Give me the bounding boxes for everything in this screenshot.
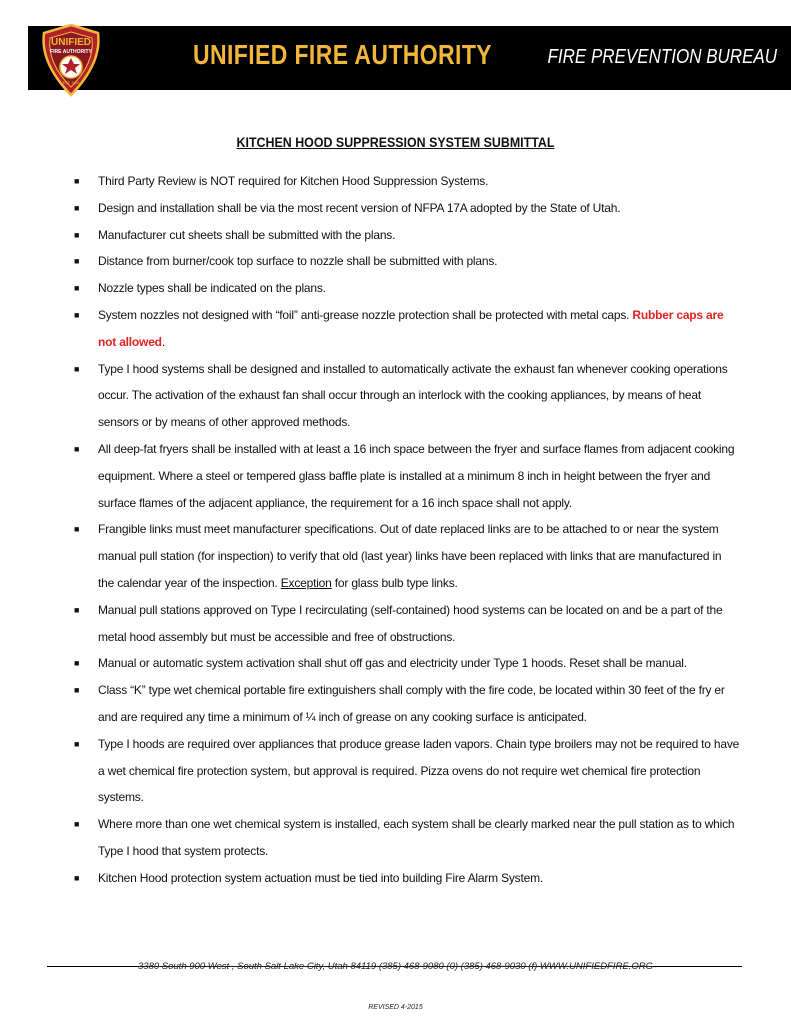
- list-item-text: Third Party Review is NOT required for Kitchen Hood Suppression Systems.: [98, 174, 489, 188]
- bullet-icon: ■: [74, 202, 80, 213]
- list-item-text: Type I hoods are required over appliances that produce grease laden vapors. Chain type broilers may not be required to have a wet chemical fire protection system, but approval is required. Pizza ovens do not require wet chemical fire protection systems.: [98, 736, 740, 805]
- fire-authority-badge-icon: [36, 23, 106, 97]
- list-item-tail: for glass bulb type links.: [331, 575, 458, 590]
- list-item: [72, 248, 740, 275]
- list-item-tail: .: [161, 334, 165, 349]
- list-item: [72, 811, 740, 865]
- bullet-icon: ■: [74, 363, 80, 374]
- list-item-text: Manual pull stations approved on Type I recirculating (self-contained) hood systems can be located on and be a part of the metal hood assembly but must be accessible and free of obstructions.: [98, 602, 723, 644]
- list-item: [72, 436, 740, 516]
- logo-text-bottom: EST. 2004: [62, 81, 80, 85]
- organization-name: UNIFIED FIRE AUTHORITY: [193, 39, 492, 70]
- list-item-text: Kitchen Hood protection system actuation must be tied into building Fire Alarm System.: [98, 870, 544, 885]
- page-header: [28, 26, 791, 90]
- bullet-icon: ■: [74, 283, 80, 294]
- list-item: [72, 677, 740, 731]
- list-item: [72, 168, 740, 195]
- bullet-icon: ■: [74, 443, 80, 454]
- bullet-icon: ■: [74, 738, 80, 749]
- logo-text-top: UNIFIED: [51, 37, 91, 48]
- emphasis-text: Rubber caps are not allowed: [98, 307, 724, 349]
- list-item: [72, 302, 740, 356]
- list-item-text: Class “K” type wet chemical portable fire extinguishers shall comply with the fire code, be located within 30 feet of the fry er and are required any time a minimum of ¼ inch of grease on any cooking surface is anticipated.: [98, 683, 725, 724]
- requirements-list: [72, 168, 740, 892]
- revision-date: REVISED 4-2015: [368, 1004, 423, 1011]
- bullet-icon: ■: [74, 819, 80, 830]
- bullet-icon: ■: [74, 176, 80, 186]
- bullet-icon: ■: [74, 658, 80, 669]
- logo-text-sub: FIRE AUTHORITY: [50, 49, 92, 55]
- list-item-text: Distance from burner/cook top surface to nozzle shall be submitted with plans.: [98, 254, 498, 269]
- bullet-icon: ■: [74, 229, 80, 240]
- list-item-text: Manual or automatic system activation shall shut off gas and electricity under Type 1 hoods. Reset shall be manual.: [98, 656, 687, 671]
- list-item-text: System nozzles not designed with “foil” anti-grease nozzle protection shall be protected with metal caps.: [98, 307, 633, 322]
- bullet-icon: ■: [74, 685, 80, 696]
- list-item-text: Type I hood systems shall be designed and installed to automatically activate the exhaust fan whenever cooking operations occur. The activation of the exhaust fan shall occur through an interlock with the cooking appliances, by means of heat sensors or by means of other approved methods.: [98, 361, 728, 430]
- list-item-text: Where more than one wet chemical system is installed, each system shall be clearly marked near the pull station as to which Type I hood that system protects.: [98, 817, 735, 858]
- bullet-icon: ■: [74, 604, 80, 615]
- list-item: [72, 275, 740, 302]
- list-item: [72, 222, 740, 249]
- bullet-icon: ■: [74, 872, 80, 883]
- list-item: [72, 650, 740, 677]
- list-item-text: Frangible links must meet manufacturer specifications. Out of date replaced links are to be attached to or near the system manual pull station (for inspection) to verify that old (last year) links have been replaced with links that are manufactured in the calendar year of the inspection.: [98, 522, 722, 590]
- list-item: [72, 356, 740, 436]
- list-item-text: Manufacturer cut sheets shall be submitted with the plans.: [98, 227, 396, 242]
- footer-address: 3380 South 900 West , South Salt Lake City, Utah 84119 (385) 468-9080 (0) (385) 468-9030 (f) WWW.UNIFIEDFIRE.ORG: [138, 961, 653, 972]
- list-item: [72, 195, 740, 222]
- list-item-text: Nozzle types shall be indicated on the plans.: [98, 281, 326, 296]
- list-item-text: Design and installation shall be via the most recent version of NFPA 17A adopted by the State of Utah.: [98, 200, 621, 215]
- document-title: KITCHEN HOOD SUPPRESSION SYSTEM SUBMITTAL: [236, 135, 555, 150]
- bullet-icon: ■: [74, 524, 80, 535]
- list-item: [72, 597, 740, 651]
- list-item: [72, 865, 740, 892]
- bullet-icon: ■: [74, 309, 80, 320]
- list-item: [72, 731, 740, 811]
- list-item: [72, 516, 740, 596]
- bullet-icon: ■: [74, 256, 80, 267]
- underlined-text: Exception: [280, 575, 332, 590]
- bureau-name: FIRE PREVENTION BUREAU: [547, 46, 777, 68]
- list-item-text: All deep-fat fryers shall be installed with at least a 16 inch space between the fryer and surface flames from adjacent cooking equipment. Where a steel or tempered glass baffle plate is installed at a minimum 8 inch in height between the fryer and surface flames of the adjacent appliance, the requirement for a 16 inch space shall not apply.: [98, 441, 735, 510]
